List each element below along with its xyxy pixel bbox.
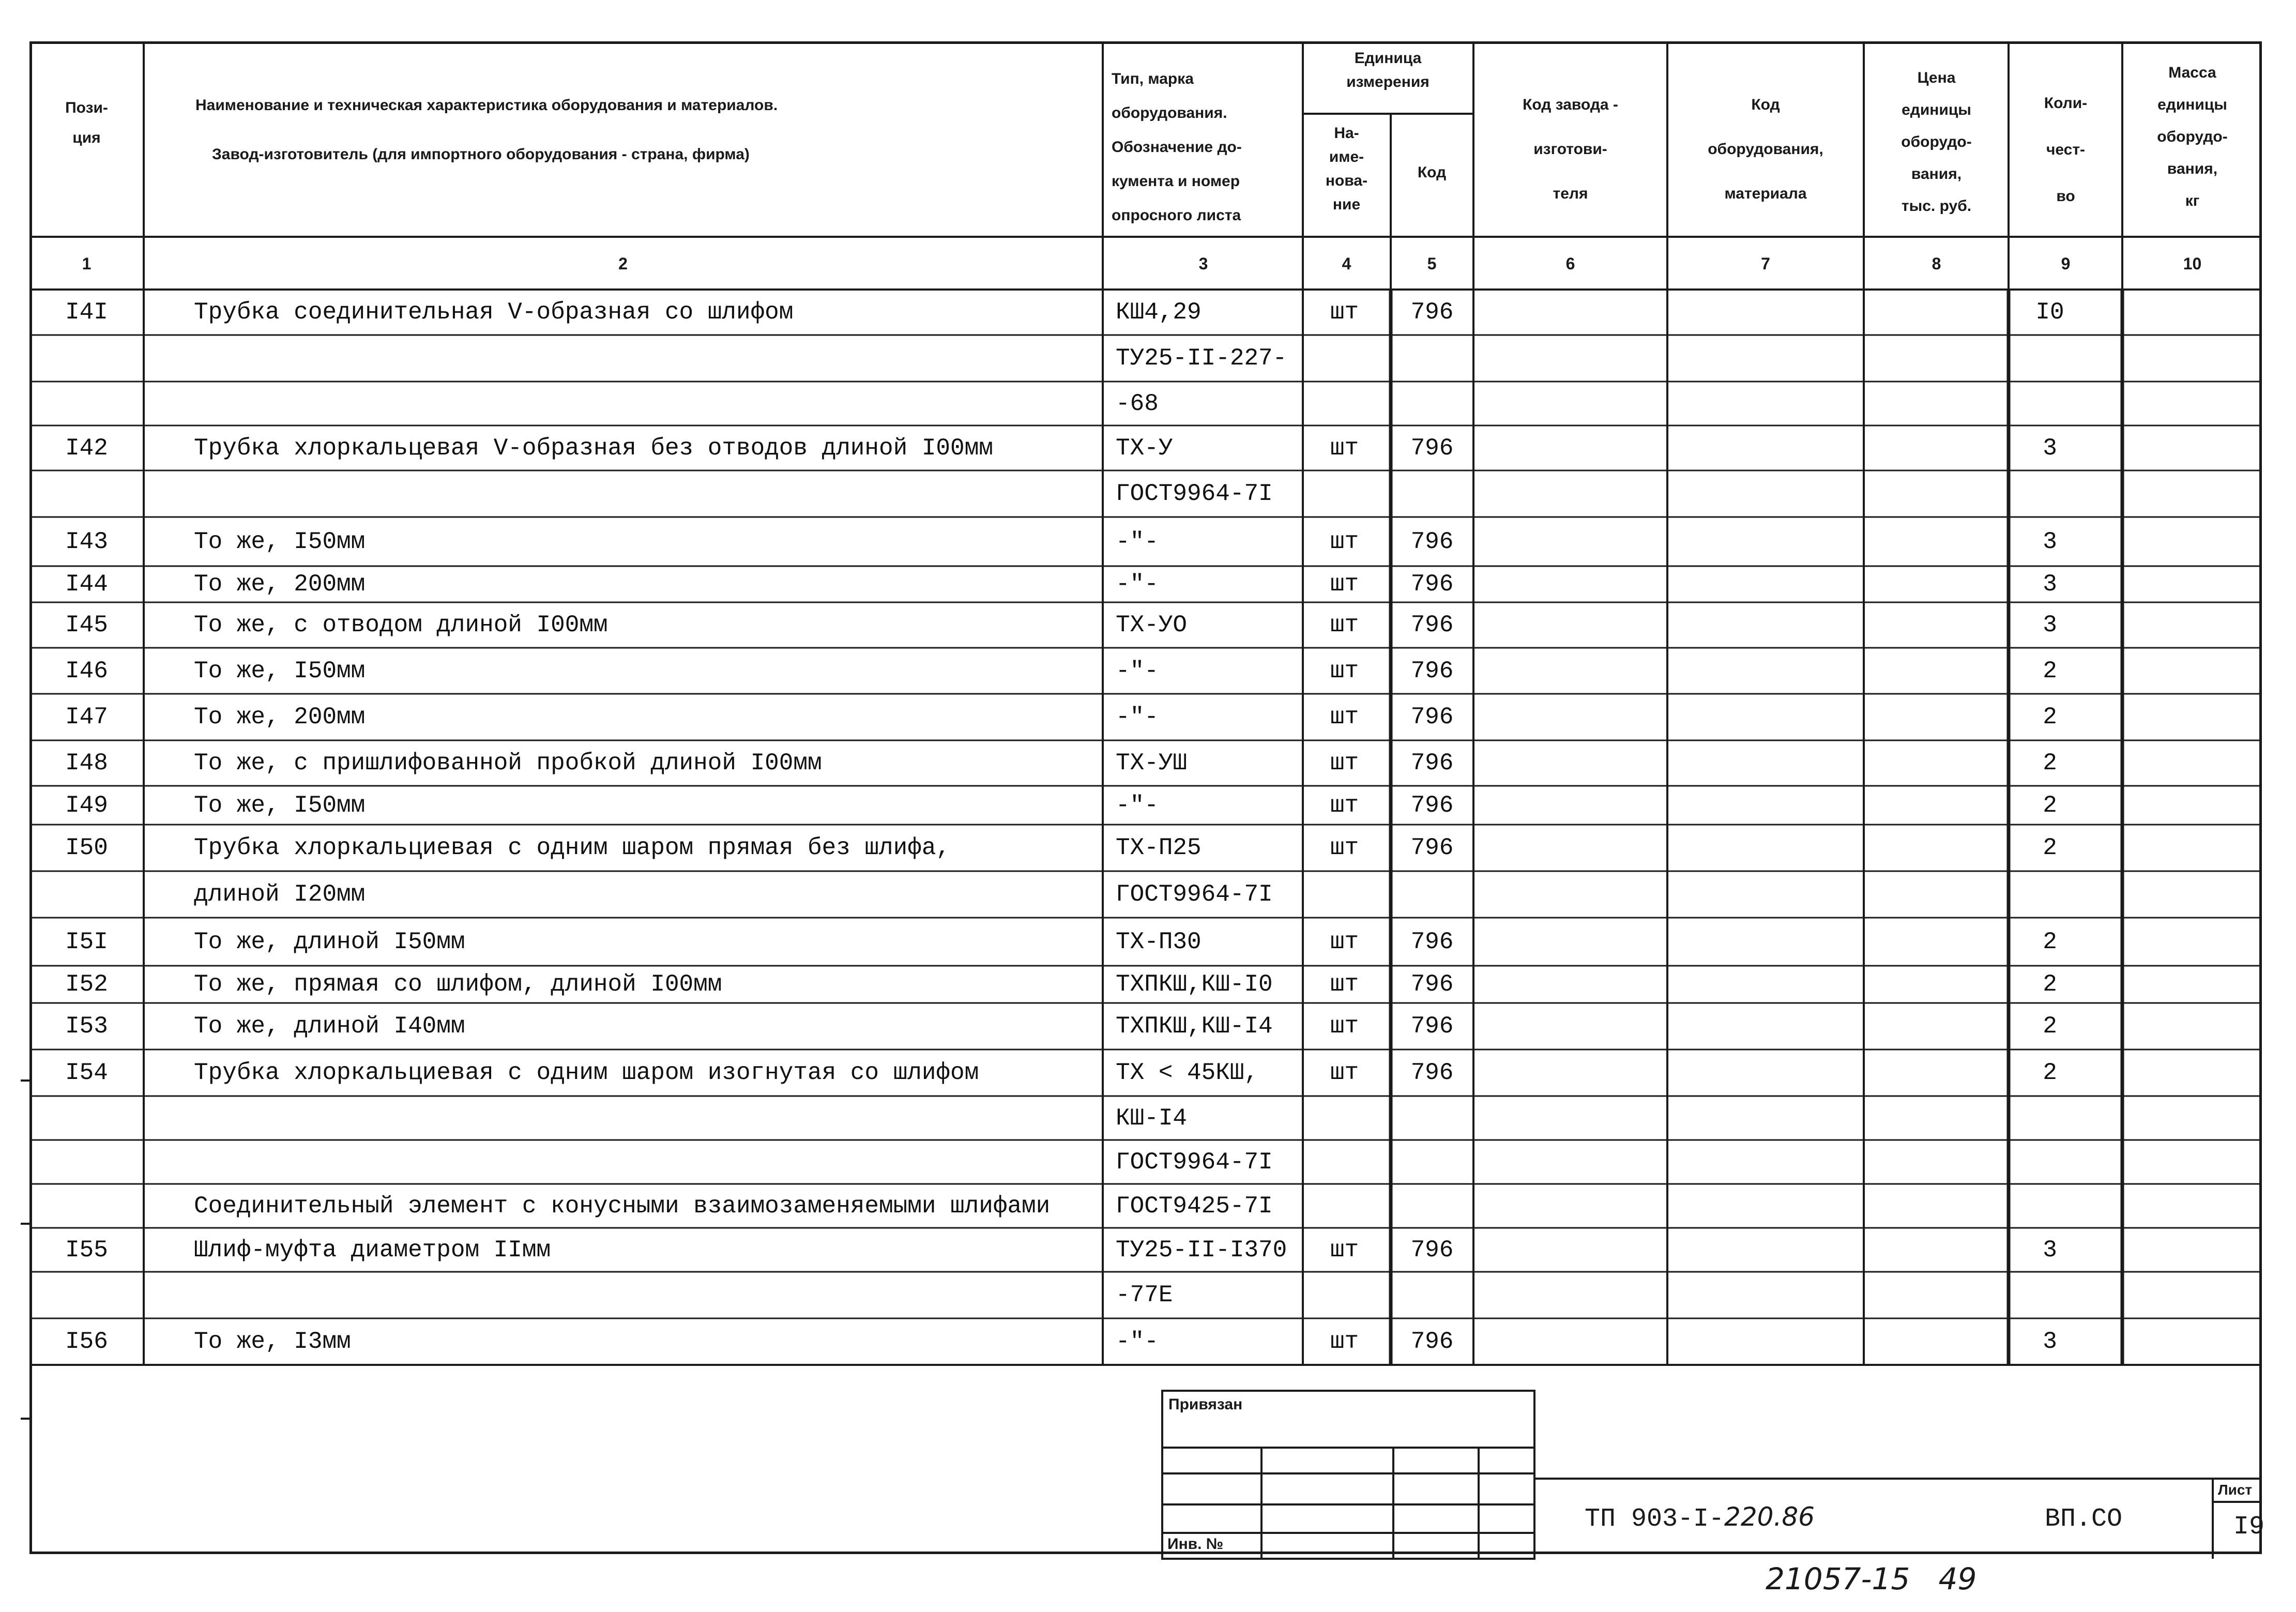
cell-pos: I4I: [65, 299, 108, 326]
cell-pos: I5I: [65, 928, 108, 955]
cell-type: ТХ-У: [1116, 434, 1173, 462]
cell-code: 796: [1410, 1013, 1454, 1040]
cell-name: Шлиф-муфта диаметром IIмм: [194, 1236, 551, 1264]
margin-tick: [21, 1079, 30, 1082]
cell-name: То же, с пришлифованной пробкой длиной I00мм: [194, 750, 822, 777]
col-num-9: 9: [2061, 254, 2071, 273]
cell-type: ГОСТ9425-7I: [1116, 1192, 1273, 1220]
cell-unit: шт: [1330, 299, 1359, 326]
cell-code: 796: [1410, 299, 1454, 326]
cell-code: 796: [1410, 971, 1454, 998]
cell-code: 796: [1410, 528, 1454, 555]
cell-name: длиной I20мм: [194, 881, 366, 908]
cell-unit: шт: [1330, 704, 1359, 731]
col-num-6: 6: [1565, 254, 1575, 273]
cell-type: ГОСТ9964-7I: [1116, 881, 1273, 908]
cell-qty: 2: [2043, 657, 2057, 685]
cell-name: То же, длиной I40мм: [194, 1013, 465, 1040]
cell-name: То же, I50мм: [194, 528, 366, 555]
col-num-7: 7: [1761, 254, 1770, 273]
cell-name: То же, I50мм: [194, 657, 366, 685]
cell-pos: I52: [65, 971, 108, 998]
cell-type: -"-: [1116, 704, 1159, 731]
cell-name: То же, с отводом длиной I00мм: [194, 612, 608, 638]
cell-qty: 3: [2043, 612, 2057, 638]
cell-type: -77Е: [1116, 1282, 1173, 1309]
cell-unit: шт: [1330, 792, 1359, 819]
cell-pos: I56: [65, 1328, 108, 1355]
cell-unit: шт: [1330, 1013, 1359, 1040]
cell-type: КШ4,29: [1116, 299, 1202, 326]
handwritten-footer: 21057-15 49: [1766, 1561, 1977, 1596]
header-position: Пози- ция: [65, 99, 108, 146]
document-suffix: 220.86: [1724, 1502, 1815, 1532]
header-type: Тип, марка оборудования. Обозначение до- кумента и номер опросного листа: [1112, 70, 1242, 224]
cell-code: 796: [1410, 1236, 1454, 1264]
cell-type: -68: [1116, 390, 1159, 417]
header-quantity: Коли- чест- во: [2044, 95, 2088, 205]
cell-unit: шт: [1330, 1236, 1359, 1264]
cell-type: ТУ25-II-227-: [1116, 345, 1287, 372]
margin-tick: [21, 1223, 30, 1225]
cell-qty: 3: [2043, 1328, 2057, 1355]
stamp-inv-label: Инв. №: [1167, 1535, 1224, 1553]
col-num-8: 8: [1932, 254, 1941, 273]
cell-code: 796: [1410, 928, 1454, 955]
cell-pos: I48: [65, 750, 108, 777]
cell-code: 796: [1410, 750, 1454, 777]
cell-unit: шт: [1330, 571, 1359, 598]
cell-type: ТХ-П25: [1116, 834, 1202, 861]
cell-pos: I42: [65, 434, 108, 462]
cell-type: ТХ-УШ: [1116, 750, 1188, 777]
document-prefix: ТП 903-I-: [1585, 1504, 1725, 1534]
cell-type: ТУ25-II-I370: [1116, 1236, 1287, 1264]
cell-qty: 2: [2043, 750, 2057, 777]
cell-type: КШ-I4: [1116, 1104, 1188, 1132]
cell-code: 796: [1410, 571, 1454, 598]
cell-pos: I44: [65, 571, 108, 598]
cell-type: ТХПКШ,КШ-I0: [1116, 971, 1273, 998]
cell-type: -"-: [1116, 528, 1159, 555]
cell-pos: I53: [65, 1013, 108, 1040]
cell-type: ТХ-УО: [1116, 612, 1188, 638]
cell-name: Соединительный элемент с конусными взаимозаменяемыми шлифами: [194, 1192, 1051, 1220]
header-unit-group: Единица измерения: [1346, 50, 1430, 90]
cell-type: -"-: [1116, 571, 1159, 598]
header-unit-name: На- име- нова- ние: [1325, 125, 1368, 213]
cell-qty: 2: [2043, 928, 2057, 955]
cell-unit: шт: [1330, 1328, 1359, 1355]
cell-code: 796: [1410, 1328, 1454, 1355]
cell-name: Трубка хлоркальциевая с одним шаром изогнутая со шлифом: [194, 1059, 979, 1086]
col-num-3: 3: [1198, 254, 1208, 273]
cell-qty: 3: [2043, 571, 2057, 598]
cell-unit: шт: [1330, 528, 1359, 555]
cell-qty: 3: [2043, 528, 2057, 555]
cell-qty: 2: [2043, 792, 2057, 819]
header-mass: Масса единицы оборудо- вания, кг: [2157, 64, 2228, 209]
cell-pos: I54: [65, 1059, 108, 1086]
cell-qty: 3: [2043, 434, 2057, 462]
cell-pos: I50: [65, 834, 108, 861]
cell-unit: шт: [1330, 657, 1359, 685]
cell-unit: шт: [1330, 612, 1359, 638]
col-num-1: 1: [82, 254, 92, 273]
cell-type: -"-: [1116, 657, 1159, 685]
cell-type: ГОСТ9964-7I: [1116, 1148, 1273, 1176]
cell-type: ТХПКШ,КШ-I4: [1116, 1013, 1273, 1040]
cell-qty: 3: [2043, 1236, 2057, 1264]
cell-unit: шт: [1330, 928, 1359, 955]
cell-code: 796: [1410, 834, 1454, 861]
cell-unit: шт: [1330, 750, 1359, 777]
header-equipment-code: Код оборудования, материала: [1708, 96, 1823, 202]
cell-code: 796: [1410, 792, 1454, 819]
sheet-label: Лист: [2218, 1482, 2253, 1498]
cell-type: ТХ-П30: [1116, 928, 1202, 955]
cell-code: 796: [1410, 1059, 1454, 1086]
cell-type: ТХ < 45КШ,: [1116, 1059, 1259, 1086]
cell-qty: 2: [2043, 1059, 2057, 1086]
cell-name: То же, длиной I50мм: [194, 928, 465, 955]
stamp-bound-label: Привязан: [1168, 1396, 1243, 1413]
cell-name: То же, I3мм: [194, 1328, 351, 1355]
document-number: [1585, 1502, 1815, 1534]
cell-qty: 2: [2043, 704, 2057, 731]
cell-pos: I49: [65, 792, 108, 819]
cell-pos: I45: [65, 612, 108, 638]
cell-qty: 2: [2043, 971, 2057, 998]
cell-name: Трубка соединительная V-образная со шлифом: [194, 299, 794, 326]
cell-pos: I47: [65, 704, 108, 731]
cell-qty: 2: [2043, 834, 2057, 861]
cell-type: -"-: [1116, 1328, 1159, 1355]
cell-qty: I0: [2035, 299, 2064, 326]
cell-name: Трубка хлоркальциевая с одним шаром прямая без шлифа,: [194, 834, 951, 861]
margin-tick: [21, 1418, 30, 1420]
cell-pos: I55: [65, 1236, 108, 1264]
cell-unit: шт: [1330, 971, 1359, 998]
cell-name: То же, прямая со шлифом, длиной I00мм: [194, 971, 722, 998]
cell-name: Трубка хлоркальцевая V-образная без отводов длиной I00мм: [194, 434, 993, 462]
col-num-10: 10: [2183, 254, 2202, 273]
cell-type: -"-: [1116, 792, 1159, 819]
col-num-4: 4: [1342, 254, 1351, 273]
document-code: ВП.СО: [2045, 1504, 2123, 1534]
col-num-2: 2: [618, 254, 628, 273]
cell-code: 796: [1410, 612, 1454, 638]
cell-code: 796: [1410, 657, 1454, 685]
cell-code: 796: [1410, 704, 1454, 731]
header-price: Цена единицы оборудо- вания, тыс. руб.: [1901, 69, 1972, 215]
cell-code: 796: [1410, 434, 1454, 462]
header-unit-code: Код: [1417, 164, 1447, 181]
cell-qty: 2: [2043, 1013, 2057, 1040]
sheet-number: I9: [2233, 1512, 2265, 1542]
cell-unit: шт: [1330, 434, 1359, 462]
cell-name: То же, 200мм: [194, 571, 366, 598]
cell-type: ГОСТ9964-7I: [1116, 480, 1273, 507]
header-name-line1: Наименование и техническая характеристика оборудования и материалов.: [195, 97, 778, 114]
cell-name: То же, I50мм: [194, 792, 366, 819]
header-plant-code: Код завода - изготови- теля: [1523, 96, 1618, 202]
col-num-5: 5: [1427, 254, 1437, 273]
cell-pos: I43: [65, 528, 108, 555]
cell-name: То же, 200мм: [194, 704, 366, 731]
header-name-line2: Завод-изготовитель (для импортного оборудования - страна, фирма): [212, 146, 750, 163]
cell-pos: I46: [65, 657, 108, 685]
cell-unit: шт: [1330, 1059, 1359, 1086]
cell-unit: шт: [1330, 834, 1359, 861]
